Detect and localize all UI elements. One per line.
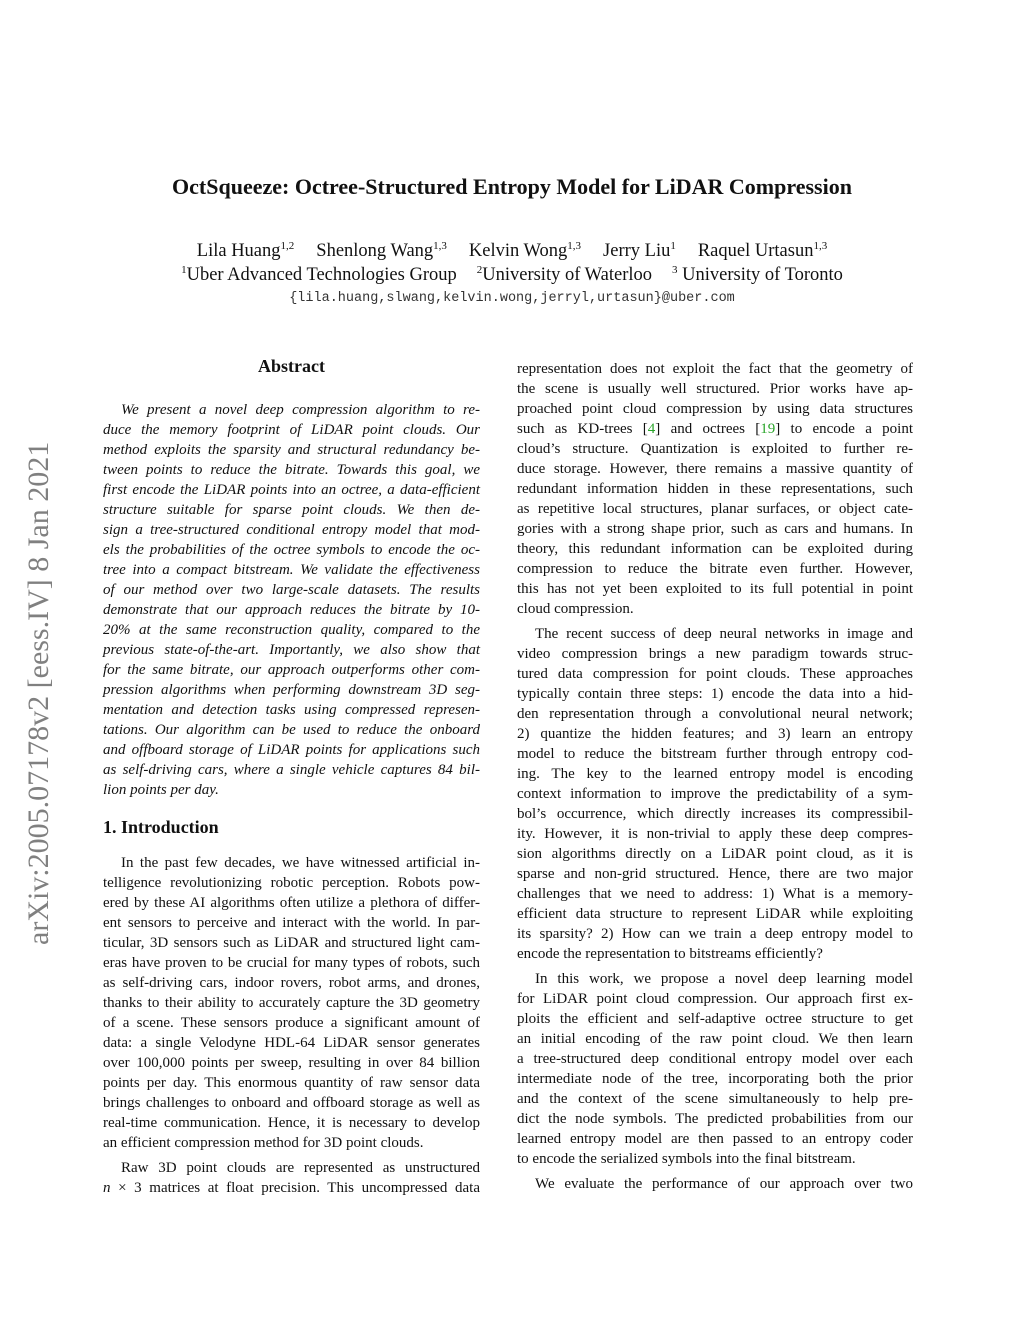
affiliation-name: University of Waterloo bbox=[482, 265, 653, 286]
author-affiliation-mark: 1,3 bbox=[813, 240, 828, 252]
text-line: proached point cloud compression by using data structures bbox=[517, 401, 913, 417]
author-affiliation-mark: 1,3 bbox=[567, 240, 582, 252]
text-line: ered by these AI algorithms often utilize a plethora of differ- bbox=[103, 895, 480, 911]
text-line: tween points to reduce the bitrate. Towards this goal, we bbox=[103, 462, 480, 478]
text-line: telligence revolutionizing robotic perception. Robots pow- bbox=[103, 875, 480, 891]
paragraph bbox=[103, 400, 480, 800]
text-line: context information to improve the predictability of a sym- bbox=[517, 786, 913, 802]
introduction-right-column bbox=[517, 359, 913, 1199]
text-segment: × 3 matrices at float precision. This uncompressed data bbox=[110, 1180, 480, 1196]
affiliation-list bbox=[0, 264, 1024, 286]
affiliation-name: Uber Advanced Technologies Group bbox=[186, 265, 457, 286]
text-line bbox=[103, 1178, 480, 1198]
text-line: method exploits the sparsity and structural redundancy be- bbox=[103, 442, 480, 458]
author bbox=[197, 241, 295, 261]
text-line: duce storage. However, there remains a massive quantity of bbox=[517, 461, 913, 477]
text-line: tations. Our algorithm can be used to reduce the onboard bbox=[103, 722, 480, 738]
text-line: compression to reduce the bitrate even further. However, bbox=[517, 561, 913, 577]
text-line: demonstrate that our approach reduces the bitrate by 10- bbox=[103, 602, 480, 618]
text-line: of a scene. These sensors produce a significant amount of bbox=[103, 1015, 480, 1031]
text-line: gories with a strong shape prior, such as cars and humans. In bbox=[517, 521, 913, 537]
text-segment: ] to encode a point bbox=[775, 421, 913, 437]
text-line: thanks to their ability to accurately capture the 3D geometry bbox=[103, 995, 480, 1011]
text-line: We evaluate the performance of our approach over two bbox=[535, 1176, 913, 1192]
text-line: the scene is usually well structured. Prior works have ap- bbox=[517, 381, 913, 397]
text-segment: n bbox=[103, 1180, 111, 1196]
citation-link[interactable]: 4 bbox=[647, 421, 656, 437]
author bbox=[698, 241, 827, 261]
text-line: brings challenges to onboard and offboard storage as well as bbox=[103, 1095, 480, 1111]
text-line: structure suitable for sparse point clouds. We then de- bbox=[103, 502, 480, 518]
text-line: ing. The key to the learned entropy model is encoding bbox=[517, 766, 913, 782]
author-affiliation-mark: 1,2 bbox=[280, 240, 295, 252]
text-line: a tree-structured deep conditional entropy model over each bbox=[517, 1051, 913, 1067]
author bbox=[316, 241, 447, 261]
text-line: an efficient compression method for 3D point clouds. bbox=[103, 1135, 424, 1151]
text-line: sign a tree-structured conditional entropy model that mod- bbox=[103, 522, 480, 538]
text-line: and the context of the scene simultaneously to help pre- bbox=[517, 1091, 913, 1107]
text-line: encode the representation to bitstreams efficiently? bbox=[517, 946, 823, 962]
text-line: theory, this redundant information can be exploited during bbox=[517, 541, 913, 557]
text-line: bol’s occurrence, which directly increases its compressibil- bbox=[517, 806, 913, 822]
text-line: sion algorithms directly on a LiDAR point cloud, as it is bbox=[517, 846, 913, 862]
text-line: 2) quantize the hidden features; and 3) learn an entropy bbox=[517, 726, 913, 742]
text-line: as self-driving cars, indoor rovers, robot arms, and drones, bbox=[103, 975, 480, 991]
text-line: video compression brings a new paradigm towards struc- bbox=[517, 646, 913, 662]
author bbox=[469, 241, 581, 261]
text-line: cloud compression. bbox=[517, 601, 634, 617]
paragraph bbox=[517, 969, 913, 1169]
paragraph bbox=[517, 359, 913, 619]
text-line: typically contain three steps: 1) encode the data into a hid- bbox=[517, 686, 913, 702]
text-line: intermediate node of the tree, incorporating both the prior bbox=[517, 1071, 913, 1087]
text-line: challenges that we need to address: 1) What is a memory- bbox=[517, 886, 913, 902]
affiliation bbox=[477, 265, 652, 285]
affiliation-mark: 1 bbox=[181, 264, 187, 276]
abstract-body bbox=[103, 400, 480, 805]
text-line: to encode the serialized symbols into the final bitstream. bbox=[517, 1151, 856, 1167]
text-line: for the same bitrate, our approach outperforms other com- bbox=[103, 662, 480, 678]
author-list bbox=[0, 240, 1024, 262]
text-line: first encode the LiDAR points into an octree, a data-efficient bbox=[103, 482, 480, 498]
text-line: previous state-of-the-art. Importantly, we also show that bbox=[103, 642, 480, 658]
author-name: Lila Huang bbox=[196, 241, 281, 262]
text-line: as self-driving cars, where a single vehicle captures 84 bil- bbox=[103, 762, 480, 778]
text-line: redundant information hidden in these representations, such bbox=[517, 481, 913, 497]
author-name: Kelvin Wong bbox=[468, 241, 568, 262]
text-line: ploits the efficient and self-adaptive octree structure to get bbox=[517, 1011, 913, 1027]
text-line: tree into a compact bitstream. We validate the effectiveness bbox=[103, 562, 480, 578]
abstract-heading: Abstract bbox=[258, 356, 325, 376]
paragraph bbox=[517, 1174, 913, 1194]
text-line: as repetitive local structures, planar surfaces, or object cate- bbox=[517, 501, 913, 517]
text-line: representation does not exploit the fact that the geometry of bbox=[517, 361, 913, 377]
text-line: 20% at the same reconstruction quality, compared to the bbox=[103, 622, 480, 638]
text-line: ent sensors to perceive and interact with the world. In par- bbox=[103, 915, 480, 931]
author bbox=[603, 241, 676, 261]
text-segment: ] and octrees [ bbox=[655, 421, 761, 437]
text-line: this has not yet been exploited to its full potential in point bbox=[517, 581, 913, 597]
text-line: lion points per day. bbox=[103, 782, 219, 798]
text-line: efficient data structure to represent LiDAR while exploiting bbox=[517, 906, 913, 922]
text-line: learned entropy model are then passed to an entropy coder bbox=[517, 1131, 913, 1147]
paper-title: OctSqueeze: Octree-Structured Entropy Model for LiDAR Compression bbox=[172, 174, 852, 199]
text-line: eras have proven to be crucial for many types of robots, such bbox=[103, 955, 480, 971]
text-line: ity. However, it is non-trivial to apply these deep compres- bbox=[517, 826, 913, 842]
affiliation-mark: 3 bbox=[672, 264, 678, 276]
text-line: model to reduce the bitstream further through entropy cod- bbox=[517, 746, 913, 762]
text-line: In the past few decades, we have witnessed artificial in- bbox=[121, 855, 480, 871]
text-line: mentation and detection tasks using compressed represen- bbox=[103, 702, 480, 718]
text-line: In this work, we propose a novel deep learning model bbox=[535, 971, 913, 987]
text-line: ticular, 3D sensors such as LiDAR and structured light cam- bbox=[103, 935, 480, 951]
text-line: tured data compression for point clouds. These approaches bbox=[517, 666, 913, 682]
text-line: cloud’s structure. Quantization is exploited to further re- bbox=[517, 441, 913, 457]
text-line: sparse and non-grid structured. Hence, there are two major bbox=[517, 866, 913, 882]
text-line: and offboard storage of LiDAR points for applications such bbox=[103, 742, 480, 758]
text-line: data: a single Velodyne HDL-64 LiDAR sensor generates bbox=[103, 1035, 480, 1051]
author-emails: {lila.huang,slwang,kelvin.wong,jerryl,urtasun}@uber.com bbox=[289, 291, 735, 306]
introduction-heading: 1. Introduction bbox=[103, 817, 219, 837]
author-affiliation-mark: 1 bbox=[670, 240, 676, 252]
text-line: points per day. This enormous quantity of raw sensor data bbox=[103, 1075, 480, 1091]
author-name: Shenlong Wang bbox=[316, 241, 434, 262]
text-line: its sparsity? 2) How can we train a deep entropy model to bbox=[517, 926, 913, 942]
text-line: els the probabilities of the octree symbols to encode the oc- bbox=[103, 542, 480, 558]
text-line bbox=[517, 419, 913, 439]
author-name: Raquel Urtasun bbox=[697, 241, 814, 262]
text-line: of our method over two large-scale datasets. The results bbox=[103, 582, 480, 598]
arxiv-identifier: arXiv:2005.07178v2 [eess.IV] 8 Jan 2021 bbox=[22, 441, 55, 945]
paragraph bbox=[103, 1158, 480, 1198]
text-line: an initial encoding of the raw point cloud. We then learn bbox=[517, 1031, 913, 1047]
text-line: real-time communication. Hence, it is necessary to develop bbox=[103, 1115, 480, 1131]
affiliation-name: University of Toronto bbox=[677, 265, 843, 286]
paragraph bbox=[103, 853, 480, 1153]
text-line: The recent success of deep neural networks in image and bbox=[535, 626, 913, 642]
author-name: Jerry Liu bbox=[603, 241, 671, 262]
affiliation bbox=[181, 265, 457, 285]
affiliation bbox=[672, 265, 843, 285]
citation-link[interactable]: 19 bbox=[760, 421, 776, 437]
text-line: Raw 3D point clouds are represented as unstructured bbox=[121, 1160, 480, 1176]
introduction-left-column bbox=[103, 853, 480, 1203]
text-line: dict the node symbols. The predicted probabilities from our bbox=[517, 1111, 913, 1127]
text-line: den representation through a convolutional neural network; bbox=[517, 706, 913, 722]
text-line: over 100,000 points per sweep, resulting in over 84 billion bbox=[103, 1055, 480, 1071]
paragraph bbox=[517, 624, 913, 964]
text-line: pression algorithms when performing downstream 3D seg- bbox=[103, 682, 480, 698]
text-line: duce the memory footprint of LiDAR point clouds. Our bbox=[103, 422, 480, 438]
text-line: We present a novel deep compression algorithm to re- bbox=[121, 402, 480, 418]
author-affiliation-mark: 1,3 bbox=[433, 240, 447, 252]
text-line: for LiDAR point cloud compression. Our approach first ex- bbox=[517, 991, 913, 1007]
affiliation-mark: 2 bbox=[476, 264, 483, 276]
text-segment: such as KD-trees [ bbox=[517, 421, 648, 437]
